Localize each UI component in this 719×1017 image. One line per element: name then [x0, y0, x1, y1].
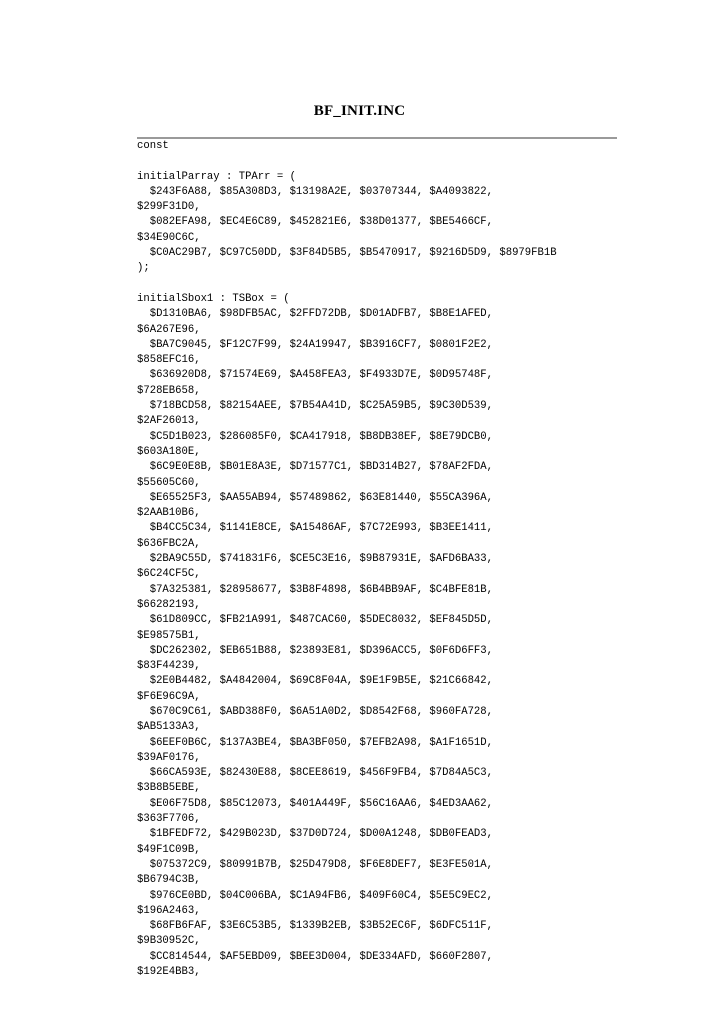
code-line: $B4CC5C34, $1141E8CE, $A15486AF, $7C72E993, $B3EE1411,	[137, 522, 494, 535]
code-line: $9B30952C,	[137, 935, 201, 948]
page-title: BF_INIT.INC	[313, 103, 406, 119]
code-listing	[137, 139, 622, 980]
code-line: $2AAB10B6,	[137, 507, 201, 520]
code-line: $976CE0BD, $04C006BA, $C1A94FB6, $409F60C4, $5E5C9EC2,	[137, 889, 494, 902]
code-line: $6C24CF5C,	[137, 568, 201, 581]
code-line: $F6E96C9A,	[137, 690, 201, 703]
code-line: $858EFC16,	[137, 354, 201, 367]
code-line: $61D809CC, $FB21A991, $487CAC60, $5DEC8032, $EF845D5D,	[137, 614, 494, 627]
code-line: $2BA9C55D, $741831F6, $CE5C3E16, $9B87931E, $AFD6BA33,	[137, 553, 494, 566]
code-line: $192E4BB3,	[137, 966, 201, 979]
code-line: $6C9E0E8B, $B01E8A3E, $D71577C1, $BD314B27, $78AF2FDA,	[137, 461, 494, 474]
code-line: $299F31D0,	[137, 201, 201, 214]
code-line: $6EEF0B6C, $137A3BE4, $BA3BF050, $7EFB2A98, $A1F1651D,	[137, 736, 494, 749]
code-line: $C0AC29B7, $C97C50DD, $3F84D5B5, $B5470917, $9216D5D9, $8979FB1B	[137, 247, 557, 260]
code-line: $075372C9, $80991B7B, $25D479D8, $F6E8DEF7, $E3FE501A,	[137, 858, 494, 871]
code-line: $243F6A88, $85A308D3, $13198A2E, $03707344, $A4093822,	[137, 185, 494, 198]
code-line: $49F1C09B,	[137, 843, 201, 856]
code-line: $6A267E96,	[137, 323, 201, 336]
code-line: $728EB658,	[137, 384, 201, 397]
code-line: $3B8B5EBE,	[137, 782, 201, 795]
code-line: $1BFEDF72, $429B023D, $37D0D724, $D00A1248, $DB0FEAD3,	[137, 828, 494, 841]
code-line: $66282193,	[137, 598, 201, 611]
code-line: $C5D1B023, $286085F0, $CA417918, $B8DB38EF, $8E79DCB0,	[137, 430, 494, 443]
code-line: $68FB6FAF, $3E6C53B5, $1339B2EB, $3B52EC6F, $6DFC511F,	[137, 920, 494, 933]
code-line: $363F7706,	[137, 813, 201, 826]
code-line: $66CA593E, $82430E88, $8CEE8619, $456F9FB4, $7D84A5C3,	[137, 767, 494, 780]
code-line: $55605C60,	[137, 476, 201, 489]
code-line: $CC814544, $AF5EBD09, $BEE3D004, $DE334AFD, $660F2807,	[137, 950, 494, 963]
code-line: $718BCD58, $82154AEE, $7B54A41D, $C25A59B5, $9C30D539,	[137, 400, 494, 413]
code-line: initialParray : TPArr = (	[137, 170, 296, 183]
code-line: $83F44239,	[137, 660, 201, 673]
code-line: initialSbox1 : TSBox = (	[137, 292, 290, 305]
code-line: $39AF0176,	[137, 751, 201, 764]
code-line: $2E0B4482, $A4842004, $69C8F04A, $9E1F9B5E, $21C66842,	[137, 675, 494, 688]
code-line	[137, 154, 622, 169]
code-line: $34E90C6C,	[137, 231, 201, 244]
code-line: $196A2463,	[137, 904, 201, 917]
code-line: $E06F75D8, $85C12073, $401A449F, $56C16AA6, $4ED3AA62,	[137, 797, 494, 810]
code-line: const	[137, 140, 169, 152]
code-line: $DC262302, $EB651B88, $23893E81, $D396ACC5, $0F6D6FF3,	[137, 644, 494, 657]
code-line	[137, 277, 622, 292]
code-line: $AB5133A3,	[137, 721, 201, 734]
code-line: );	[137, 262, 150, 275]
code-line: $7A325381, $28958677, $3B8F4898, $6B4BB9AF, $C4BFE81B,	[137, 583, 494, 596]
code-line: $D1310BA6, $98DFB5AC, $2FFD72DB, $D01ADFB7, $B8E1AFED,	[137, 308, 494, 321]
code-line: $2AF26013,	[137, 415, 201, 428]
code-line: $BA7C9045, $F12C7F99, $24A19947, $B3916CF7, $0801F2E2,	[137, 338, 494, 351]
code-line: $603A180E,	[137, 445, 201, 458]
code-line: $B6794C3B,	[137, 874, 201, 887]
code-line: $670C9C61, $ABD388F0, $6A51A0D2, $D8542F68, $960FA728,	[137, 705, 494, 718]
code-line: $082EFA98, $EC4E6C89, $452821E6, $38D01377, $BE5466CF,	[137, 216, 494, 229]
code-line: $E98575B1,	[137, 629, 201, 642]
code-line: $E65525F3, $AA55AB94, $57489862, $63E81440, $55CA396A,	[137, 491, 494, 504]
code-line: $636FBC2A,	[137, 537, 201, 550]
code-line: $636920D8, $71574E69, $A458FEA3, $F4933D7E, $0D95748F,	[137, 369, 494, 382]
